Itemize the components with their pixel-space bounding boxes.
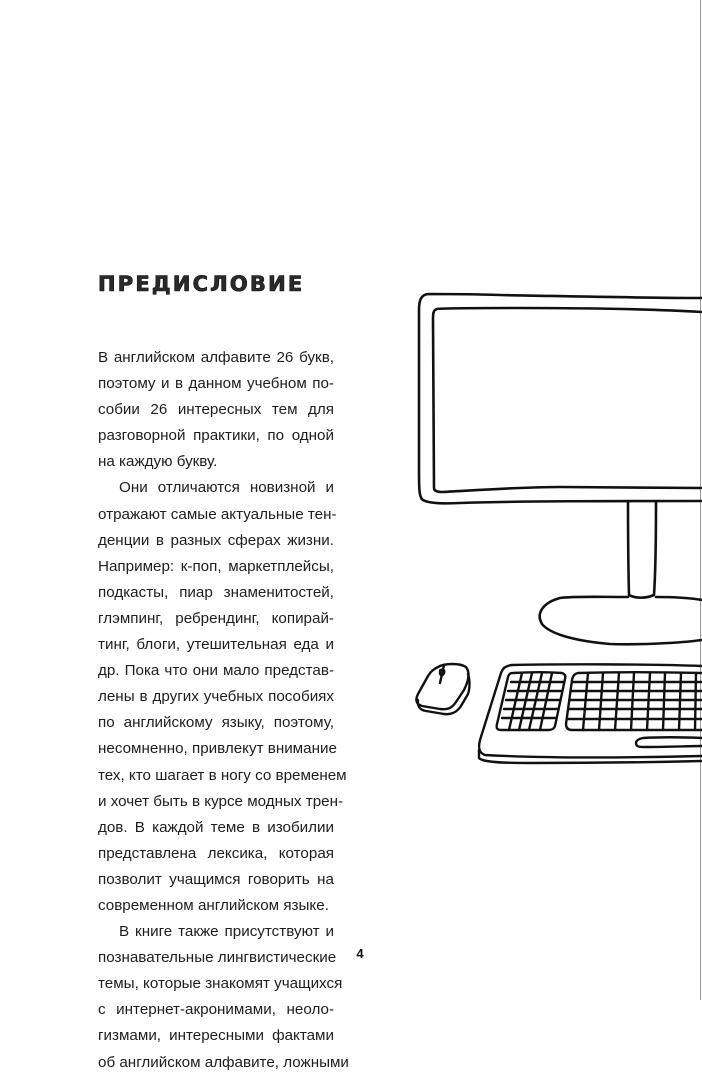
text-line: глэмпинг, ребрендинг, копирай-	[98, 609, 334, 627]
text-line: Они отличаются новизной и	[119, 479, 334, 497]
text-line: тинг, блоги, утешительная еда и	[98, 636, 334, 654]
computer-illustration	[400, 280, 702, 770]
mouse-icon	[416, 664, 469, 714]
keyboard-icon	[479, 664, 702, 763]
monitor-stand-neck-icon	[628, 502, 656, 598]
text-line: отражают самые актуальные тен-	[98, 505, 337, 523]
text-line: на каждую букву.	[98, 453, 218, 471]
text-line: и хочет быть в курсе модных трен-	[98, 792, 344, 810]
text-line: разговорной практики, по одной	[98, 427, 334, 445]
text-line: дов. В каждой теме в изобилии	[98, 818, 334, 836]
text-line: темы, которые знакомят учащихся	[98, 975, 343, 993]
monitor-screen-icon	[433, 308, 702, 492]
text-line: подкасты, пиар знаменитостей,	[98, 583, 334, 601]
paragraph-2	[98, 475, 347, 919]
text-line: тех, кто шагает в ногу со временем	[98, 766, 347, 784]
monitor-stand-base-icon	[540, 597, 702, 645]
text-line: современном английском языке.	[98, 896, 329, 914]
text-line: с интернет-акронимами, неоло-	[98, 1001, 334, 1019]
text-line: др. Пока что они мало представ-	[98, 662, 334, 680]
text-line: по английскому языку, поэтому,	[98, 714, 334, 732]
text-line: познавательные лингвистические	[98, 949, 337, 967]
text-line: В английском алфавите 26 букв,	[98, 349, 334, 366]
text-line: денции в разных сферах жизни.	[98, 531, 334, 549]
text-line: несомненно, привлекут внимание	[98, 740, 337, 758]
text-line: позволит учащимся говорить на	[98, 870, 334, 888]
text-line: об английском алфавите, ложными	[98, 1053, 349, 1071]
text-line: гизмами, интересными фактами	[98, 1027, 334, 1045]
text-line: В книге также присутствуют и	[119, 923, 334, 941]
paragraph-1	[98, 345, 334, 475]
body-text	[98, 345, 349, 1076]
text-line: лены в других учебных пособиях	[98, 688, 334, 706]
page-number: 4	[356, 946, 364, 961]
text-line: поэтому и в данном учебном по-	[98, 375, 334, 393]
text-line: представлена лексика, которая	[98, 844, 334, 862]
page-title: ПРЕДИСЛОВИЕ	[98, 272, 305, 296]
monitor-outer-icon	[419, 294, 702, 503]
paragraph-3	[98, 919, 349, 1076]
text-line: собии 26 интересных тем для	[98, 401, 334, 419]
text-line: Например: к-поп, маркетплейсы,	[98, 557, 334, 575]
